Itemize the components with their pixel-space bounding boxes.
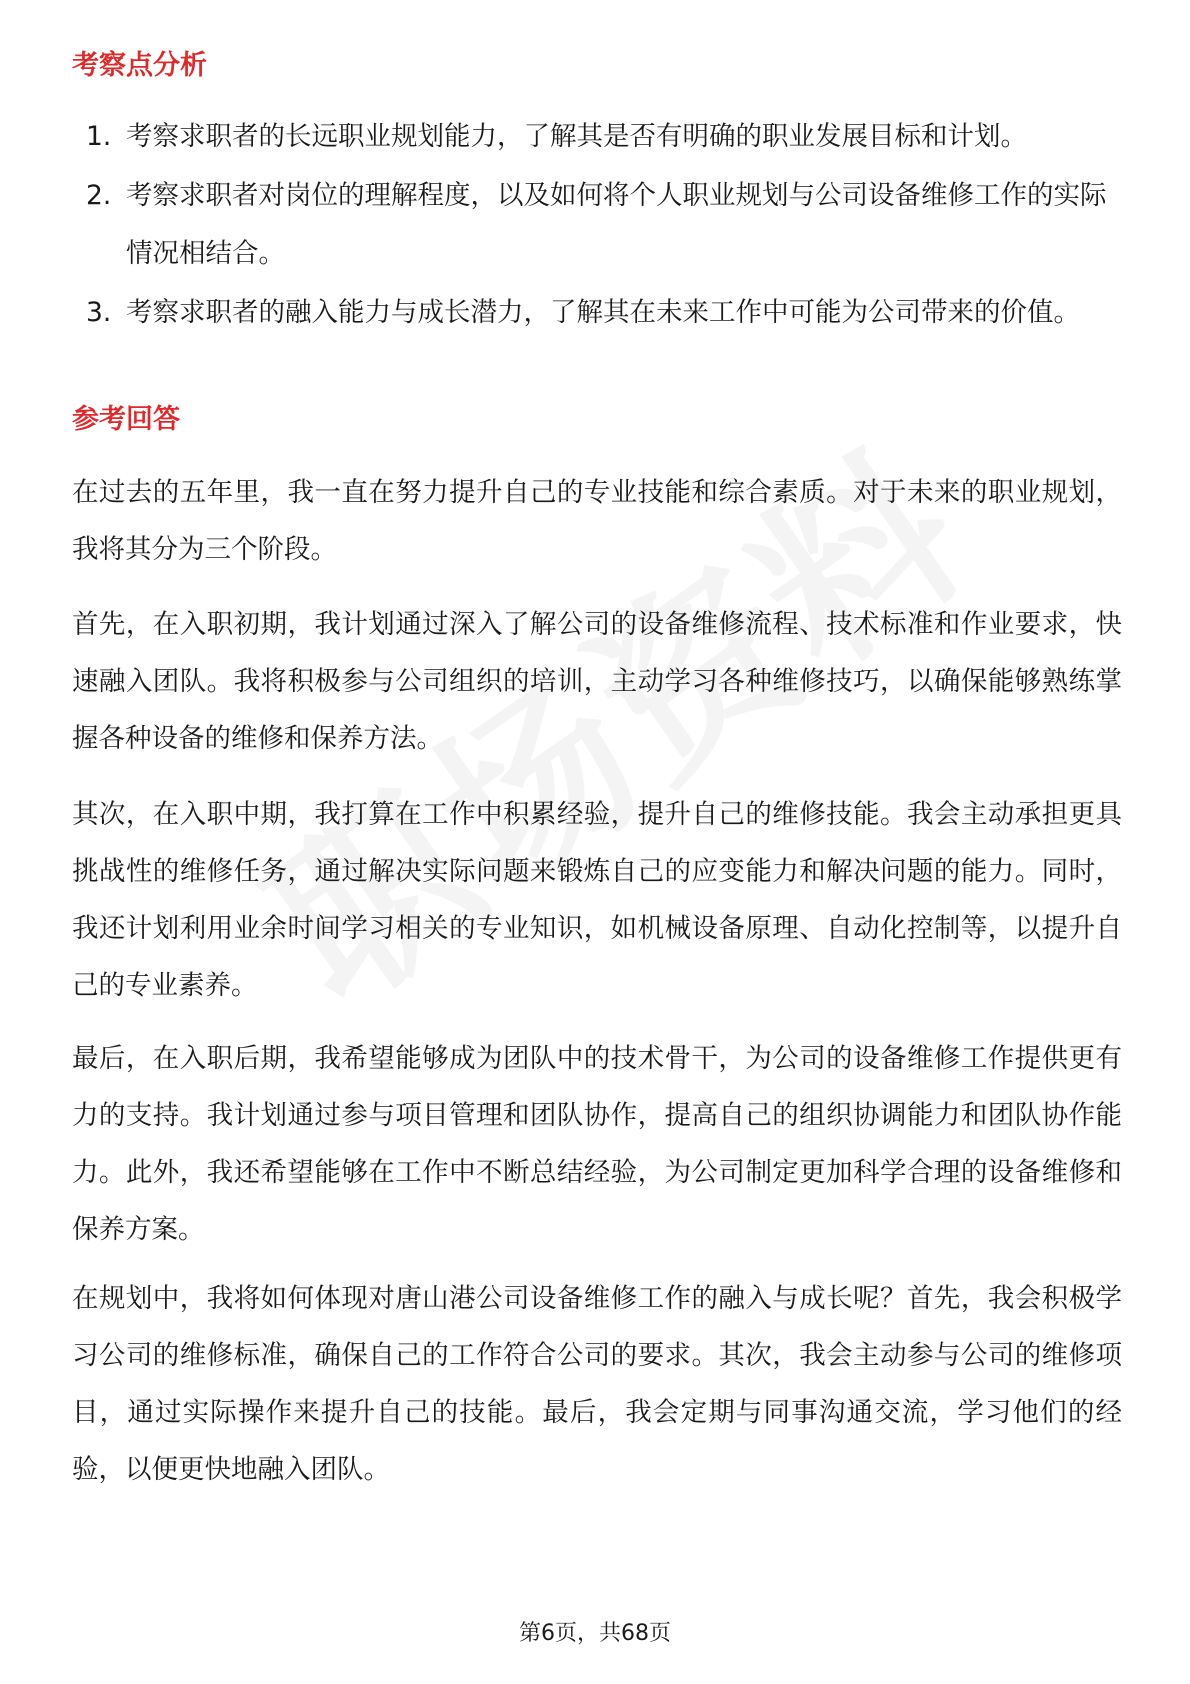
list-item [72,284,1122,342]
list-text: 考察求职者的长远职业规划能力，了解其是否有明确的职业发展目标和计划。 [126,121,1027,152]
list-number: 3. [86,297,112,328]
analysis-list [72,108,1122,343]
list-number: 1. [86,121,112,152]
answer-paragraph: 在过去的五年里，我一直在努力提升自己的专业技能和综合素质。对于未来的职业规划，我将其分为三个阶段。 [72,477,1122,565]
section-title-analysis: 考察点分析 [72,50,207,81]
list-text: 考察求职者的融入能力与成长潜力，了解其在未来工作中可能为公司带来的价值。 [126,297,1080,328]
list-item [72,108,1122,166]
list-number: 2. [86,180,112,211]
answer-paragraph: 最后，在入职后期，我希望能够成为团队中的技术骨干，为公司的设备维修工作提供更有力的支持。我计划通过参与项目管理和团队协作，提高自己的组织协调能力和团队协作能力。此外，我还希望能够在工作中不断总结经验，为公司制定更加科学合理的设备维修和保养方案。 [72,1043,1122,1245]
answer-paragraph: 首先，在入职初期，我计划通过深入了解公司的设备维修流程、技术标准和作业要求，快速融入团队。我将积极参与公司组织的培训，主动学习各种维修技巧，以确保能够熟练掌握各种设备的维修和保养方法。 [72,609,1122,754]
answer-paragraph: 其次，在入职中期，我打算在工作中积累经验，提升自己的维修技能。我会主动承担更具挑战性的维修任务，通过解决实际问题来锻炼自己的应变能力和解决问题的能力。同时，我还计划利用业余时间学习相关的专业知识，如机械设备原理、自动化控制等，以提升自己的专业素养。 [72,799,1122,1001]
answer-paragraph: 在规划中，我将如何体现对唐山港公司设备维修工作的融入与成长呢？首先，我会积极学习公司的维修标准，确保自己的工作符合公司的要求。其次，我会主动参与公司的维修项目，通过实际操作来提升自己的技能。最后，我会定期与同事沟通交流，学习他们的经验，以便更快地融入团队。 [72,1283,1122,1485]
list-text: 考察求职者对岗位的理解程度，以及如何将个人职业规划与公司设备维修工作的实际情况相结合。 [126,180,1107,269]
list-item [72,167,1122,283]
page-number: 第6页，共68页 [519,1621,671,1646]
section-title-answer: 参考回答 [72,404,180,435]
